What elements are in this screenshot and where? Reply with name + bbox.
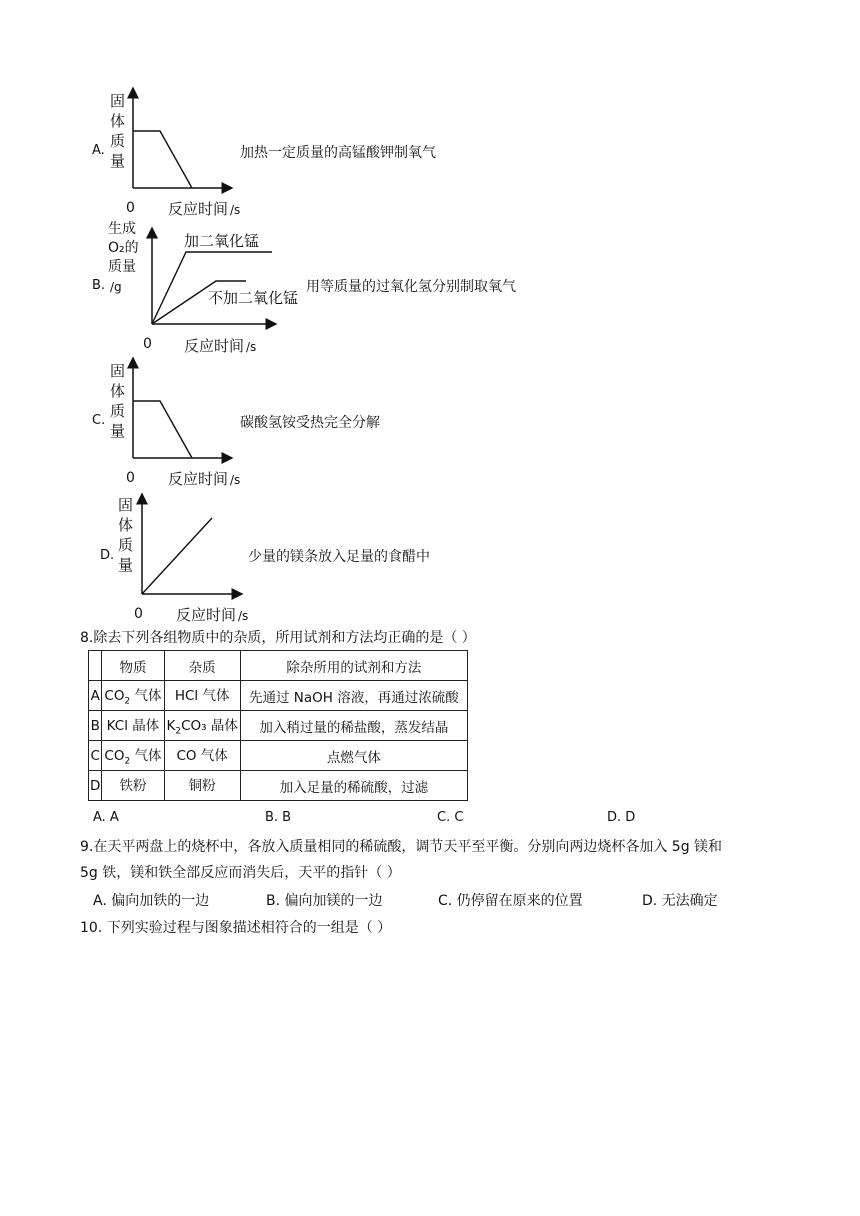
substance-cell: KCl 晶体	[102, 711, 164, 741]
origin-label: 0	[126, 470, 135, 486]
row-id: A	[89, 681, 102, 711]
ylabel-line: 质量	[108, 259, 136, 275]
method-cell: 点燃气体	[240, 741, 467, 771]
ylabel-char: 固	[110, 362, 126, 380]
choice-a[interactable]: A. A	[93, 810, 119, 825]
row-id: D	[89, 771, 102, 801]
x-axis-label: 反应时间	[168, 200, 229, 218]
question-9-stem-line2: 5g 铁，镁和铁全部反应而消失后，天平的指针（ ）	[80, 865, 401, 881]
table-header-cell: 物质	[102, 651, 164, 681]
impurity-cell: CO 气体	[164, 741, 240, 771]
option-c-letter: C.	[92, 413, 106, 428]
x-axis-label: 反应时间	[168, 470, 229, 488]
ylabel-char: 体	[118, 516, 134, 534]
method-cell: 先通过 NaOH 溶液，再通过浓硫酸	[240, 681, 467, 711]
ylabel-char: 固	[118, 496, 134, 514]
substance-cell: 铁粉	[102, 771, 164, 801]
option-d-description: 少量的镁条放入足量的食醋中	[248, 549, 430, 565]
row-id: B	[89, 711, 102, 741]
x-axis-label: 反应时间	[184, 337, 245, 355]
substance-cell: $CO_2$ 气体	[102, 741, 164, 771]
x-axis-label: 反应时间	[176, 606, 237, 624]
option-c-graph	[100, 352, 250, 492]
choice-d[interactable]: D. D	[607, 810, 636, 825]
ylabel-char: 体	[110, 382, 126, 400]
ylabel-char: 量	[110, 422, 126, 440]
ylabel-char: 质	[110, 402, 126, 420]
table-row	[89, 771, 468, 801]
ylabel-char: 量	[118, 556, 134, 574]
ylabel-char: 体	[110, 112, 126, 130]
method-cell: 加入稍过量的稀盐酸，蒸发结晶	[240, 711, 467, 741]
curve	[133, 401, 192, 458]
curve	[142, 518, 212, 594]
option-a-description: 加热一定质量的高锰酸钾制氧气	[240, 145, 436, 161]
origin-label: 0	[134, 606, 143, 622]
choice-c[interactable]: C. 仍停留在原来的位置	[438, 893, 583, 909]
x-axis-unit: /s	[230, 203, 241, 217]
curve	[133, 131, 192, 188]
row-id: C	[89, 741, 102, 771]
option-d-letter: D.	[100, 548, 115, 563]
ylabel-char: 质	[110, 132, 126, 150]
option-a-letter: A.	[92, 143, 105, 158]
ylabel-char: 质	[118, 536, 134, 554]
ylabel-char: 固	[110, 92, 126, 110]
substance-cell: $CO_2$ 气体	[102, 681, 164, 711]
table-header-cell: 杂质	[164, 651, 240, 681]
option-b-graph	[104, 214, 314, 356]
method-cell: 加入足量的稀硫酸，过滤	[240, 771, 467, 801]
ylabel-char: 量	[110, 152, 126, 170]
option-d-graph	[108, 488, 258, 628]
question-10-stem: 10. 下列实验过程与图象描述相符合的一组是（ ）	[80, 920, 392, 936]
table-header-cell: 除杂所用的试剂和方法	[240, 651, 467, 681]
ylabel-line: 生成	[108, 221, 136, 237]
origin-label: 0	[143, 336, 152, 352]
x-axis-unit: /s	[238, 609, 249, 623]
ylabel-line: O₂的	[108, 240, 139, 256]
choice-c[interactable]: C. C	[437, 810, 464, 825]
option-b-description: 用等质量的过氧化氢分别制取氧气	[306, 279, 516, 295]
table-header-row	[89, 651, 468, 681]
table-row	[89, 711, 468, 741]
table-row	[89, 741, 468, 771]
x-axis-unit: /s	[246, 340, 257, 354]
ylabel-line: /g	[110, 280, 122, 294]
choice-b[interactable]: B. B	[265, 810, 292, 825]
option-a-graph	[100, 82, 250, 222]
impurity-cell: $K_2CO_3$ 晶体	[164, 711, 240, 741]
curve-label-without-mno2: 不加二氧化锰	[208, 289, 299, 307]
option-c-description: 碳酸氢铵受热完全分解	[240, 415, 380, 431]
question-9-stem-line1: 9.在天平两盘上的烧杯中，各放入质量相同的稀硫酸，调节天平至平衡。分别向两边烧杯各加入 5g 镁和	[80, 839, 723, 855]
origin-label: 0	[126, 200, 135, 216]
table-row	[89, 681, 468, 711]
question-8-table	[88, 650, 468, 801]
table-header-cell	[89, 651, 102, 681]
choice-b[interactable]: B. 偏向加镁的一边	[266, 893, 383, 909]
impurity-cell: 铜粉	[164, 771, 240, 801]
impurity-cell: HCl 气体	[164, 681, 240, 711]
question-8-stem: 8.除去下列各组物质中的杂质，所用试剂和方法均正确的是（ ）	[80, 630, 476, 646]
x-axis-unit: /s	[230, 473, 241, 487]
option-b-letter: B.	[92, 278, 106, 293]
choice-a[interactable]: A. 偏向加铁的一边	[93, 893, 210, 909]
curve-with-mno2	[152, 252, 272, 324]
choice-d[interactable]: D. 无法确定	[642, 893, 718, 909]
curve-label-with-mno2: 加二氧化锰	[184, 232, 260, 250]
